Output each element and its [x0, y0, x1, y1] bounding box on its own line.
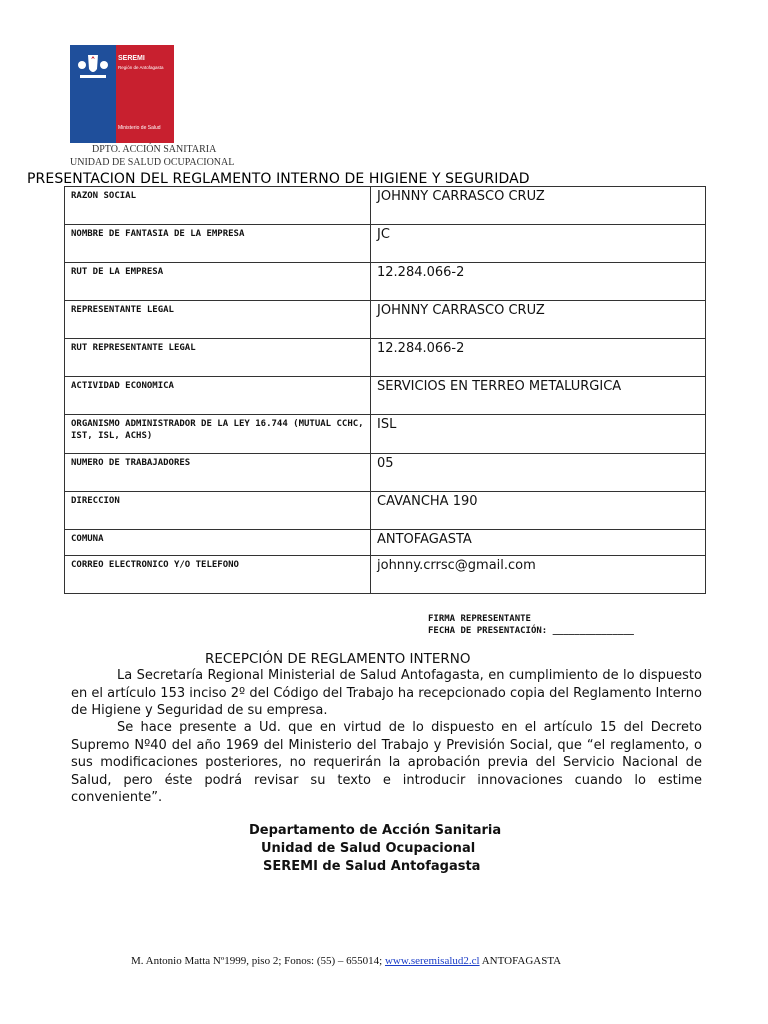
logo-ministry-text: Ministerio de Salud [118, 125, 161, 131]
signature-unit: Unidad de Salud Ocupacional [261, 841, 476, 856]
field-label: COMUNA [65, 530, 371, 556]
field-label: DIRECCION [65, 492, 371, 530]
coat-of-arms-icon [76, 51, 110, 81]
field-value: johnny.crrsc@gmail.com [371, 556, 706, 594]
field-label: ORGANISMO ADMINISTRADOR DE LA LEY 16.744 (MUTUAL CCHC, IST, ISL, ACHS) [65, 415, 371, 454]
field-label: NUMERO DE TRABAJADORES [65, 454, 371, 492]
signature-department: Departamento de Acción Sanitaria [249, 823, 502, 838]
logo-region-text: Región de Antofagasta [118, 65, 164, 70]
field-label: NOMBRE DE FANTASIA DE LA EMPRESA [65, 225, 371, 263]
table-row [65, 225, 706, 263]
field-value: CAVANCHA 190 [371, 492, 706, 530]
firma-representante: FIRMA REPRESENTANTE [428, 614, 531, 624]
footer-address: M. Antonio Matta Nº1999, piso 2; Fonos: (55) – 655014; [131, 955, 385, 967]
table-row [65, 301, 706, 339]
field-value: 05 [371, 454, 706, 492]
table-row [65, 530, 706, 556]
signature-block [428, 613, 634, 637]
field-value: JC [371, 225, 706, 263]
table-row [65, 377, 706, 415]
field-value: 12.284.066-2 [371, 339, 706, 377]
table-row [65, 454, 706, 492]
footer-city: ANTOFAGASTA [479, 955, 562, 967]
reception-paragraph-2: Se hace presente a Ud. que en virtud de lo dispuesto en el artículo 15 del Decreto Supremo Nº40 del año 1969 del Ministerio del Trabajo y Previsión Social, que “el reglamento, o sus modificaciones posteriores, no requerirán la aprobación previa del Servicio Nacional de Salud, pero éste podrá revisar su texto e introducir innovaciones cuando lo estime conveniente”. [71, 720, 702, 805]
reception-title: RECEPCIÓN DE REGLAMENTO INTERNO [205, 651, 471, 667]
field-value: JOHNNY CARRASCO CRUZ [371, 301, 706, 339]
field-label: ACTIVIDAD ECONOMICA [65, 377, 371, 415]
dept-accion-sanitaria: DPTO. ACCIÓN SANITARIA [92, 144, 217, 155]
table-row [65, 415, 706, 454]
table-row [65, 187, 706, 225]
field-label: RAZON SOCIAL [65, 187, 371, 225]
table-row [65, 492, 706, 530]
table-row [65, 556, 706, 594]
field-value: ISL [371, 415, 706, 454]
seremi-logo [70, 45, 174, 143]
field-label: RUT REPRESENTANTE LEGAL [65, 339, 371, 377]
table-row [65, 263, 706, 301]
logo-seremi-text: SEREMI [118, 55, 145, 62]
field-value: 12.284.066-2 [371, 263, 706, 301]
field-label: RUT DE LA EMPRESA [65, 263, 371, 301]
footer [131, 955, 561, 967]
signature-seremi: SEREMI de Salud Antofagasta [263, 859, 481, 874]
reception-paragraph-1: La Secretaría Regional Ministerial de Salud Antofagasta, en cumplimiento de lo dispuesto en el artículo 153 inciso 2º del Código del Trabajo ha recepcionado copia del Reglamento Interno de Higiene y Seguridad de su empresa. [71, 668, 702, 718]
field-label: REPRESENTANTE LEGAL [65, 301, 371, 339]
fecha-presentacion: FECHA DE PRESENTACIÓN: _______________ [428, 626, 634, 636]
field-value: SERVICIOS EN TERREO METALURGICA [371, 377, 706, 415]
field-value: JOHNNY CARRASCO CRUZ [371, 187, 706, 225]
company-data-table [64, 186, 706, 594]
field-label: CORREO ELECTRONICO Y/O TELEFONO [65, 556, 371, 594]
footer-website-link[interactable]: www.seremisalud2.cl [384, 955, 480, 967]
field-value: ANTOFAGASTA [371, 530, 706, 556]
table-row [65, 339, 706, 377]
dept-salud-ocupacional: UNIDAD DE SALUD OCUPACIONAL [70, 157, 235, 168]
logo-blue-panel [70, 45, 116, 143]
document-title: PRESENTACION DEL REGLAMENTO INTERNO DE HIGIENE Y SEGURIDAD [27, 171, 530, 187]
